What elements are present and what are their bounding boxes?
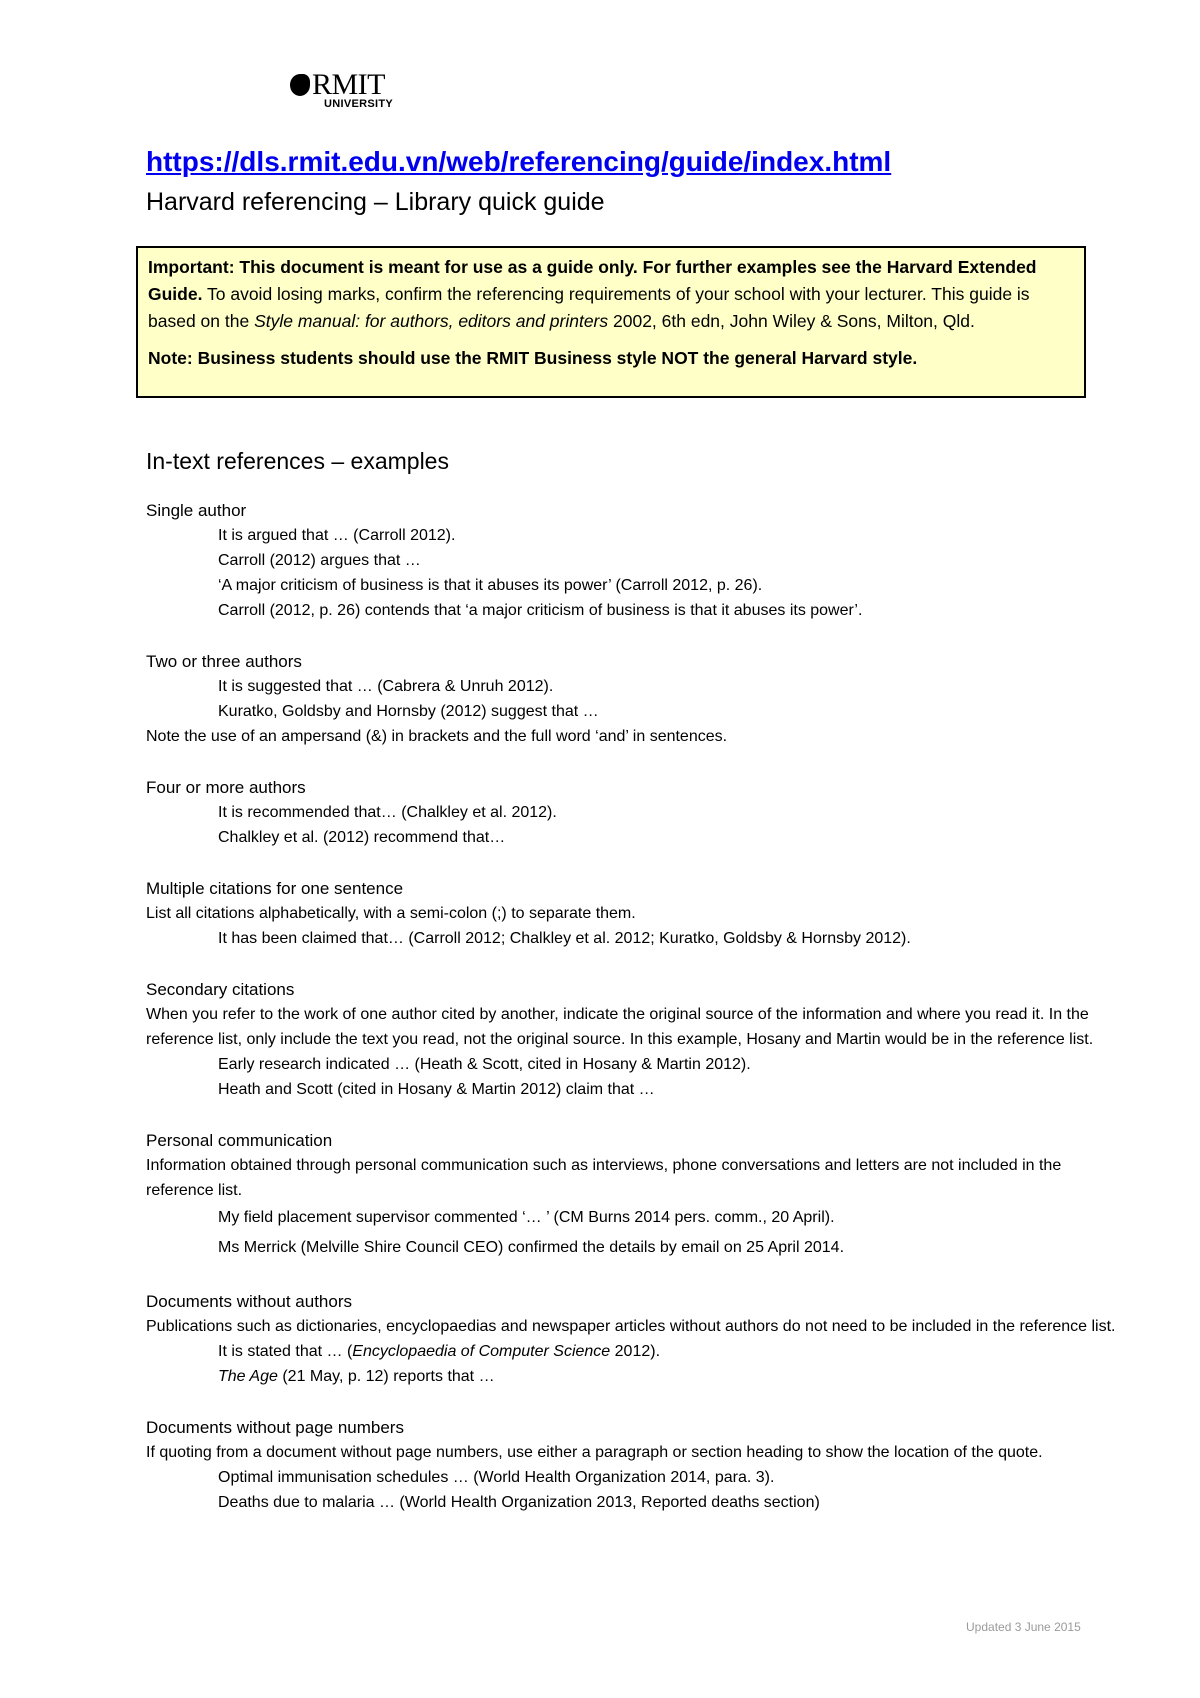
example-line: It is recommended that… (Chalkley et al. 2012). — [218, 804, 557, 821]
secondary-citations-desc: When you refer to the work of one author cited by another, indicate the original source of the information and where you read it. In the reference list, only include the text you read, not the original source. In this example, Hosany and Martin would be in the reference list. — [146, 1006, 1094, 1048]
business-note — [148, 345, 1074, 372]
no-authors-desc: Publications such as dictionaries, encyclopaedias and newspaper articles without authors do not need to be included in the reference list. — [146, 1318, 1116, 1335]
example-line: My field placement supervisor commented ‘… ’ (CM Burns 2014 pers. comm., 20 April). — [218, 1209, 835, 1226]
no-page-numbers-section — [146, 1415, 1116, 1515]
page-title: Harvard referencing – Library quick guide — [146, 188, 605, 216]
no-page-numbers-desc: If quoting from a document without page numbers, use either a paragraph or section heading to show the location of the quote. — [146, 1444, 1043, 1461]
important-bold-text: Important: This document is meant for use as a guide only. For further examples see the Harvard Extended Guide. — [148, 257, 1037, 304]
personal-communication-section — [146, 1128, 1116, 1263]
no-authors-section — [146, 1289, 1116, 1389]
secondary-citations-section — [146, 977, 1116, 1102]
four-authors-title: Four or more authors — [146, 778, 306, 797]
section-heading: In-text references – examples — [146, 448, 449, 474]
example-line: Carroll (2012) argues that … — [218, 552, 421, 569]
style-manual-title: Style manual: for authors, editors and printers — [254, 311, 609, 331]
example-line: Heath and Scott (cited in Hosany & Martin 2012) claim that … — [218, 1081, 655, 1098]
example-line: Kuratko, Goldsby and Hornsby (2012) suggest that … — [218, 703, 599, 720]
example-line: It is argued that … (Carroll 2012). — [218, 527, 456, 544]
updated-date: Updated 3 June 2015 — [966, 1620, 1081, 1634]
logo-name: RMIT — [312, 68, 385, 101]
four-authors-section — [146, 775, 1116, 850]
rmit-logo — [290, 70, 410, 118]
no-authors-title: Documents without authors — [146, 1292, 352, 1311]
important-text: To avoid losing marks, confirm the referencing requirements of your school with your lecturer. This guide is based on the — [148, 284, 1030, 331]
example-line: It has been claimed that… (Carroll 2012; Chalkley et al. 2012; Kuratko, Goldsby & Hornsby 2012). — [218, 930, 911, 947]
multiple-citations-section — [146, 876, 1116, 951]
example-line: Chalkley et al. (2012) recommend that… — [218, 829, 506, 846]
example-line: Carroll (2012, p. 26) contends that ‘a major criticism of business is that it abuses its power’. — [218, 602, 863, 619]
example-text: It is stated that … ( — [218, 1343, 353, 1360]
example-line: Ms Merrick (Melville Shire Council CEO) confirmed the details by email on 25 April 2014. — [218, 1239, 845, 1256]
two-three-authors-title: Two or three authors — [146, 652, 302, 671]
example-line — [146, 1339, 1116, 1364]
examples-content — [146, 498, 1116, 1541]
no-page-numbers-title: Documents without page numbers — [146, 1418, 404, 1437]
example-text: (21 May, p. 12) reports that … — [277, 1368, 495, 1385]
business-note-text: Note: Business students should use the RMIT Business style NOT the general Harvard style. — [148, 348, 918, 368]
example-text: 2012). — [610, 1343, 661, 1360]
example-line: Deaths due to malaria … (World Health Organization 2013, Reported deaths section) — [218, 1494, 820, 1511]
example-line: Optimal immunisation schedules … (World Health Organization 2014, para. 3). — [218, 1469, 775, 1486]
important-text-end: 2002, 6th edn, John Wiley & Sons, Milton, Qld. — [608, 311, 975, 331]
example-line — [146, 1364, 1116, 1389]
personal-communication-title: Personal communication — [146, 1131, 333, 1150]
logo-subtitle: UNIVERSITY — [324, 98, 394, 110]
ampersand-note: Note the use of an ampersand (&) in brackets and the full word ‘and’ in sentences. — [146, 728, 728, 745]
personal-communication-desc: Information obtained through personal communication such as interviews, phone conversations and letters are not included in the reference list. — [146, 1157, 1062, 1199]
newspaper-title: The Age — [218, 1368, 278, 1385]
encyclopaedia-title: Encyclopaedia of Computer Science — [352, 1343, 611, 1360]
two-three-authors-section — [146, 649, 1116, 749]
logo-mark-icon — [290, 74, 310, 96]
guide-link[interactable]: https://dls.rmit.edu.vn/web/referencing/guide/index.html — [146, 146, 892, 177]
single-author-title: Single author — [146, 501, 247, 520]
example-line: ‘A major criticism of business is that it abuses its power’ (Carroll 2012, p. 26). — [218, 577, 763, 594]
example-line: It is suggested that … (Cabrera & Unruh 2012). — [218, 678, 554, 695]
important-notice-box — [136, 246, 1086, 398]
multiple-citations-title: Multiple citations for one sentence — [146, 879, 404, 898]
example-line: Early research indicated … (Heath & Scott, cited in Hosany & Martin 2012). — [218, 1056, 751, 1073]
secondary-citations-title: Secondary citations — [146, 980, 295, 999]
multiple-citations-desc: List all citations alphabetically, with a semi-colon (;) to separate them. — [146, 905, 636, 922]
single-author-section — [146, 498, 1116, 623]
important-paragraph — [148, 254, 1074, 335]
